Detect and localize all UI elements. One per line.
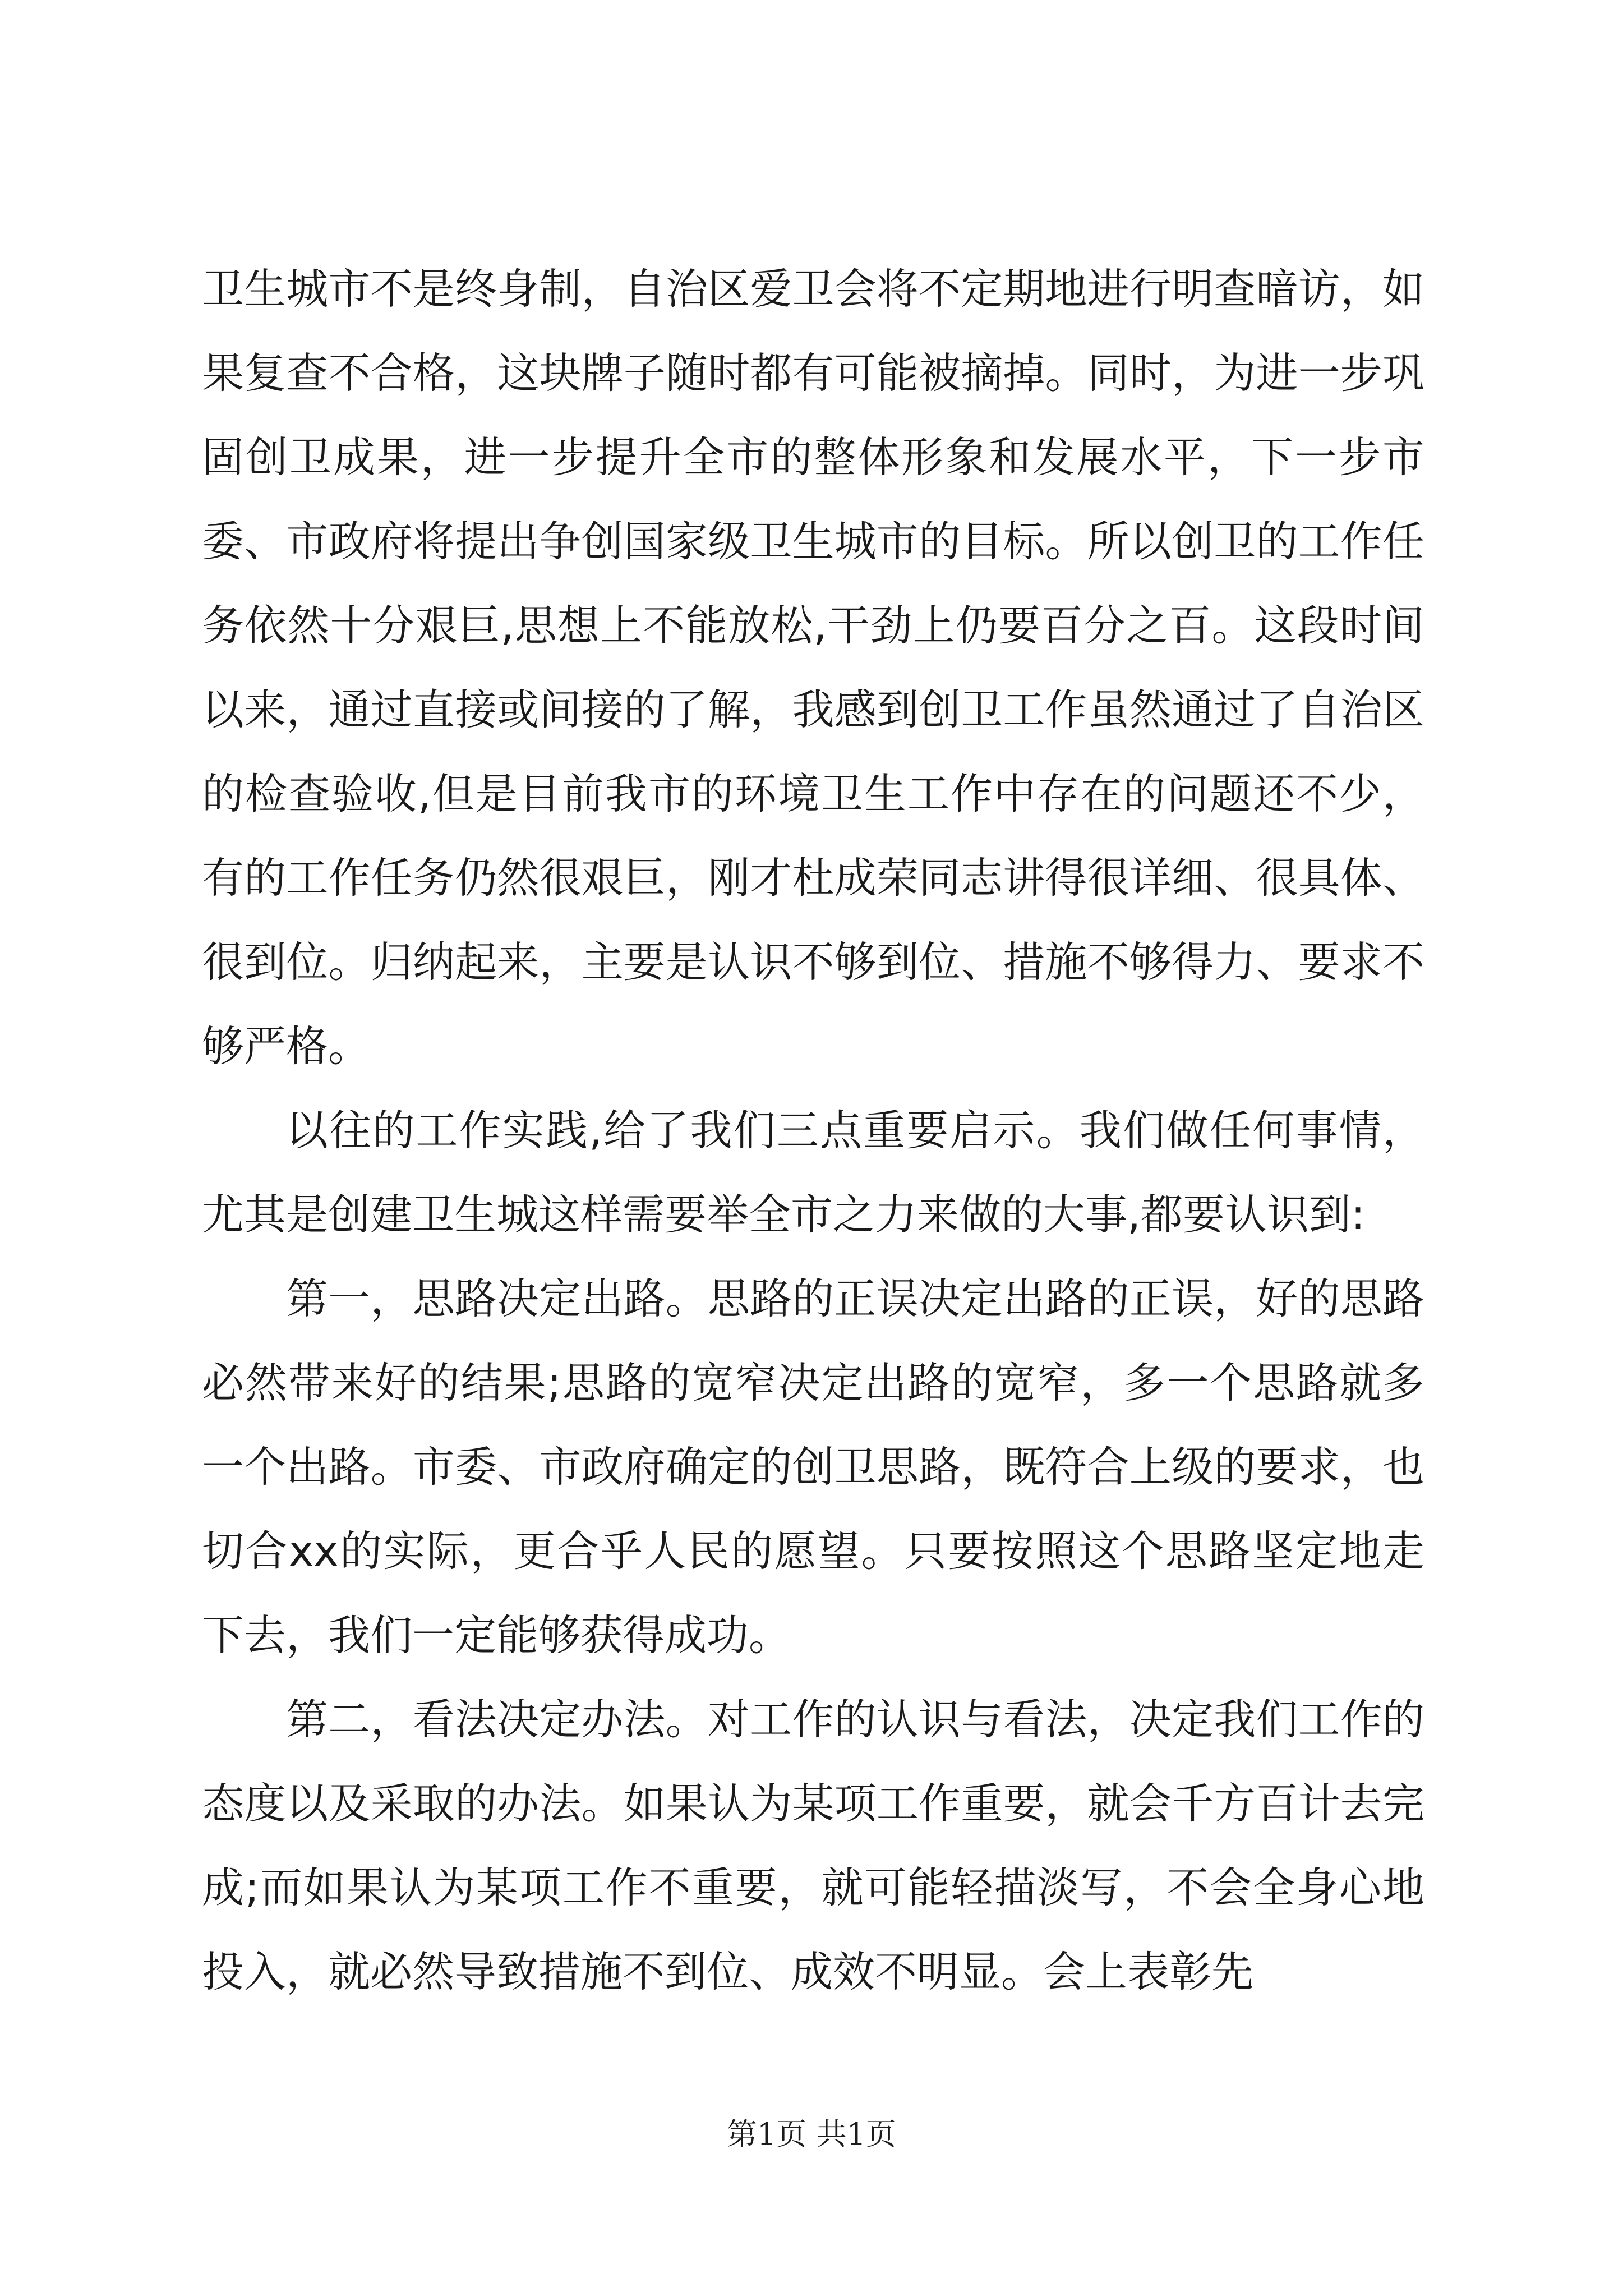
page-number-footer: 第1页 共1页 bbox=[727, 2116, 896, 2152]
body-text bbox=[202, 247, 1424, 2014]
paragraph-4: 第二，看法决定办法。对工作的认识与看法，决定我们工作的态度以及采取的办法。如果认为某项工作重要，就会千方百计去完成;而如果认为某项工作不重要，就可能轻描淡写，不会全身心地投入，就必然导致措施不到位、成效不明显。会上表彰先 bbox=[202, 1695, 1424, 1996]
paragraph-3: 第一，思路决定出路。思路的正误决定出路的正误，好的思路必然带来好的结果;思路的宽窄决定出路的宽窄，多一个思路就多一个出路。市委、市政府确定的创卫思路，既符合上级的要求，也切合xx的实际，更合乎人民的愿望。只要按照这个思路坚定地走下去，我们一定能够获得成功。 bbox=[202, 1274, 1424, 1660]
paragraph-1: 卫生城市不是终身制，自治区爱卫会将不定期地进行明查暗访，如果复查不合格，这块牌子随时都有可能被摘掉。同时，为进一步巩固创卫成果，进一步提升全市的整体形象和发展水平，下一步市委、市政府将提出争创国家级卫生城市的目标。所以创卫的工作任务依然十分艰巨,思想上不能放松,干劲上仍要百分之百。这段时间以来，通过直接或间接的了解，我感到创卫工作虽然通过了自治区的检查验收,但是目前我市的环境卫生工作中存在的问题还不少，有的工作任务仍然很艰巨，刚才杜成荣同志讲得很详细、很具体、很到位。归纳起来，主要是认识不够到位、措施不够得力、要求不够严格。 bbox=[202, 264, 1424, 1071]
paragraph-2: 以往的工作实践,给了我们三点重要启示。我们做任何事情，尤其是创建卫生城这样需要举全市之力来做的大事,都要认识到: bbox=[202, 1106, 1424, 1239]
